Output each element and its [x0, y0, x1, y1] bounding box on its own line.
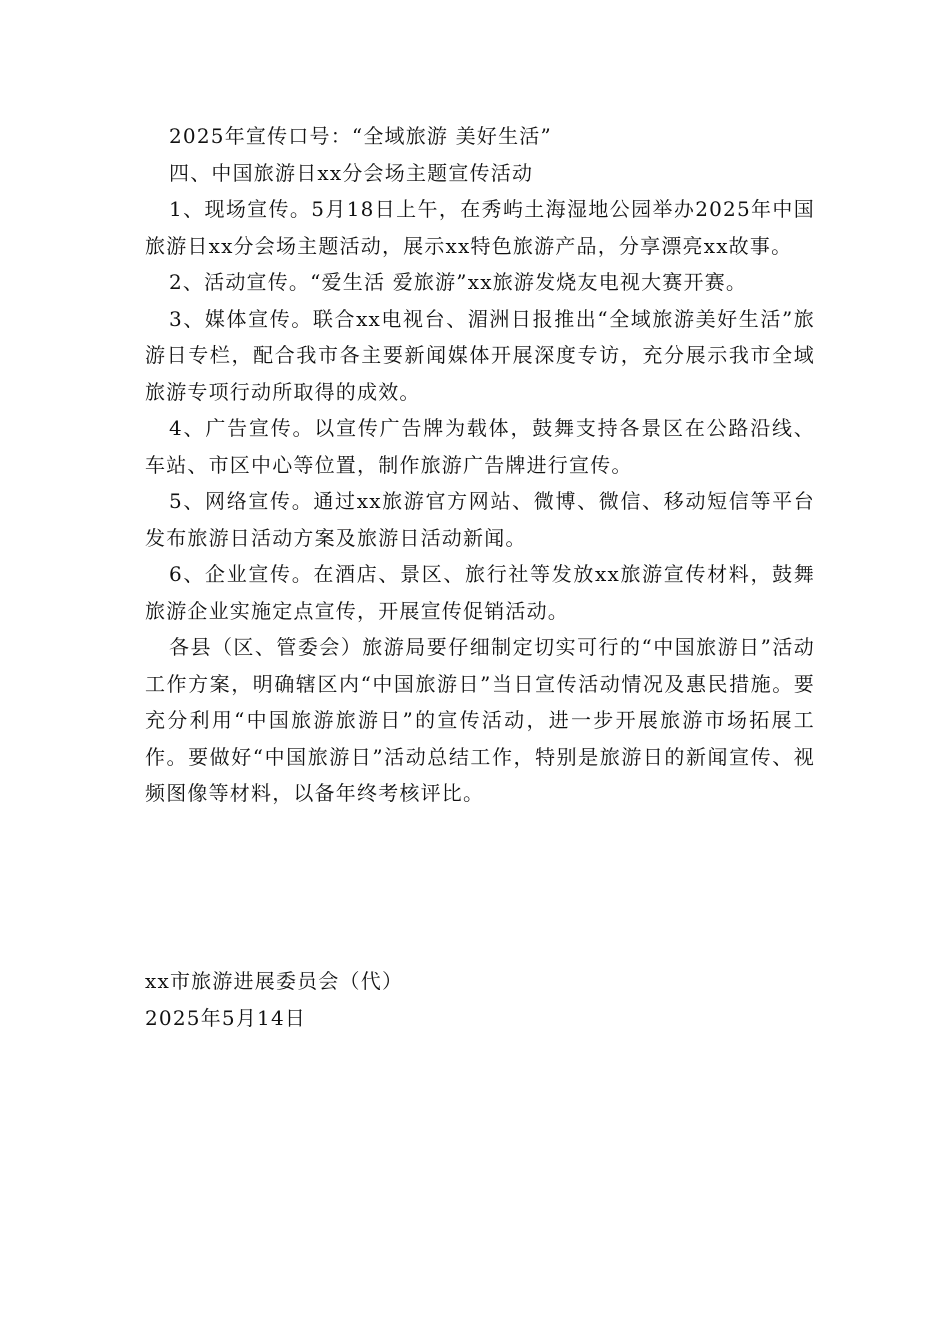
- paragraph-county-requirements: 各县（区、管委会）旅游局要仔细制定切实可行的“中国旅游日”活动工作方案，明确辖区内“中国旅游日”当日宣传活动情况及惠民措施。要充分利用“中国旅游旅游日”的宣传活动，进一步开展旅游市场拓展工作。要做好“中国旅游日”活动总结工作，特别是旅游日的新闻宣传、视频图像等材料，以备年终考核评比。: [145, 635, 815, 805]
- paragraph-online-publicity: 5、网络宣传。通过xx旅游官方网站、微博、微信、移动短信等平台发布旅游日活动方案及旅游日活动新闻。: [145, 489, 815, 550]
- document-body: [145, 118, 815, 812]
- paragraph-enterprise-publicity: 6、企业宣传。在酒店、景区、旅行社等发放xx旅游宣传材料，鼓舞旅游企业实施定点宣传，开展宣传促销活动。: [145, 562, 815, 623]
- section-heading: 四、中国旅游日xx分会场主题宣传活动: [169, 160, 534, 185]
- signature-organization: xx市旅游进展委员会（代）: [145, 969, 404, 993]
- paragraph-activity-publicity: 2、活动宣传。“爱生活 爱旅游”xx旅游发烧友电视大赛开赛。: [169, 270, 748, 294]
- paragraph-ad-publicity: 4、广告宣传。以宣传广告牌为载体，鼓舞支持各景区在公路沿线、车站、市区中心等位置，制作旅游广告牌进行宣传。: [145, 416, 815, 477]
- signature-date: 2025年5月14日: [145, 1005, 307, 1030]
- signature-block: [145, 963, 745, 1036]
- paragraph-media-publicity: 3、媒体宣传。联合xx电视台、湄洲日报推出“全域旅游美好生活”旅游日专栏，配合我市各主要新闻媒体开展深度专访，充分展示我市全域旅游专项行动所取得的成效。: [145, 306, 815, 404]
- paragraph-onsite-publicity: 1、现场宣传。5月18日上午，在秀屿土海湿地公园举办2025年中国旅游日xx分会场主题活动，展示xx特色旅游产品，分享漂亮xx故事。: [145, 197, 815, 258]
- slogan-paragraph: 2025年宣传口号：“全域旅游 美好生活”: [169, 124, 552, 148]
